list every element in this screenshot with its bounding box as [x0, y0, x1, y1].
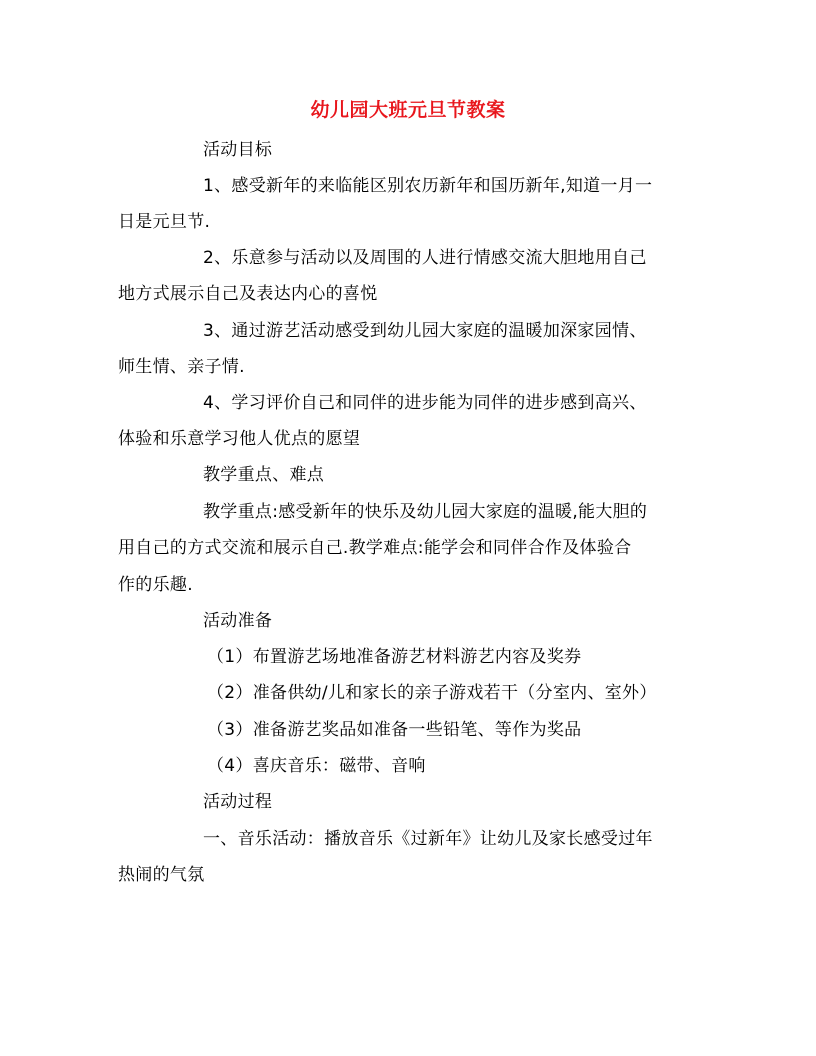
paragraph-line: 地方式展示自己及表达内心的喜悦	[118, 284, 378, 304]
list-item: （2）准备供幼/儿和家长的亲子游戏若干（分室内、室外）	[207, 683, 657, 703]
document-title: 幼儿园大班元旦节教案	[310, 99, 506, 121]
list-item: （3）准备游艺奖品如准备一些铅笔、等作为奖品	[207, 720, 582, 740]
section-heading-activity-goals: 活动目标	[203, 140, 273, 160]
paragraph-line: 热闹的气氛	[118, 865, 205, 885]
paragraph-line: 3、通过游艺活动感受到幼儿园大家庭的温暖加深家园情、	[203, 321, 647, 341]
list-item: （1）布置游艺场地准备游艺材料游艺内容及奖券	[207, 647, 582, 667]
paragraph-line: 4、学习评价自己和同伴的进步能为同伴的进步感到高兴、	[203, 393, 647, 413]
paragraph-line: 体验和乐意学习他人优点的愿望	[118, 429, 361, 449]
section-heading-process: 活动过程	[203, 792, 273, 812]
paragraph-line: 师生情、亲子情.	[118, 357, 245, 377]
section-heading-key-points: 教学重点、难点	[203, 465, 325, 485]
paragraph-line: 一、音乐活动：播放音乐《过新年》让幼儿及家长感受过年	[203, 829, 653, 849]
paragraph-line: 作的乐趣.	[118, 575, 193, 595]
paragraph-line: 日是元旦节.	[118, 212, 211, 232]
paragraph-line: 用自己的方式交流和展示自己.教学难点:能学会和同伴合作及体验合	[118, 538, 632, 558]
section-heading-preparation: 活动准备	[203, 611, 273, 631]
list-item: （4）喜庆音乐：磁带、音响	[207, 756, 426, 776]
paragraph-line: 2、乐意参与活动以及周围的人进行情感交流大胆地用自己	[203, 248, 647, 268]
paragraph-line: 教学重点:感受新年的快乐及幼儿园大家庭的温暖,能大胆的	[203, 502, 648, 522]
paragraph-line: 1、感受新年的来临能区别农历新年和国历新年,知道一月一	[203, 176, 653, 196]
